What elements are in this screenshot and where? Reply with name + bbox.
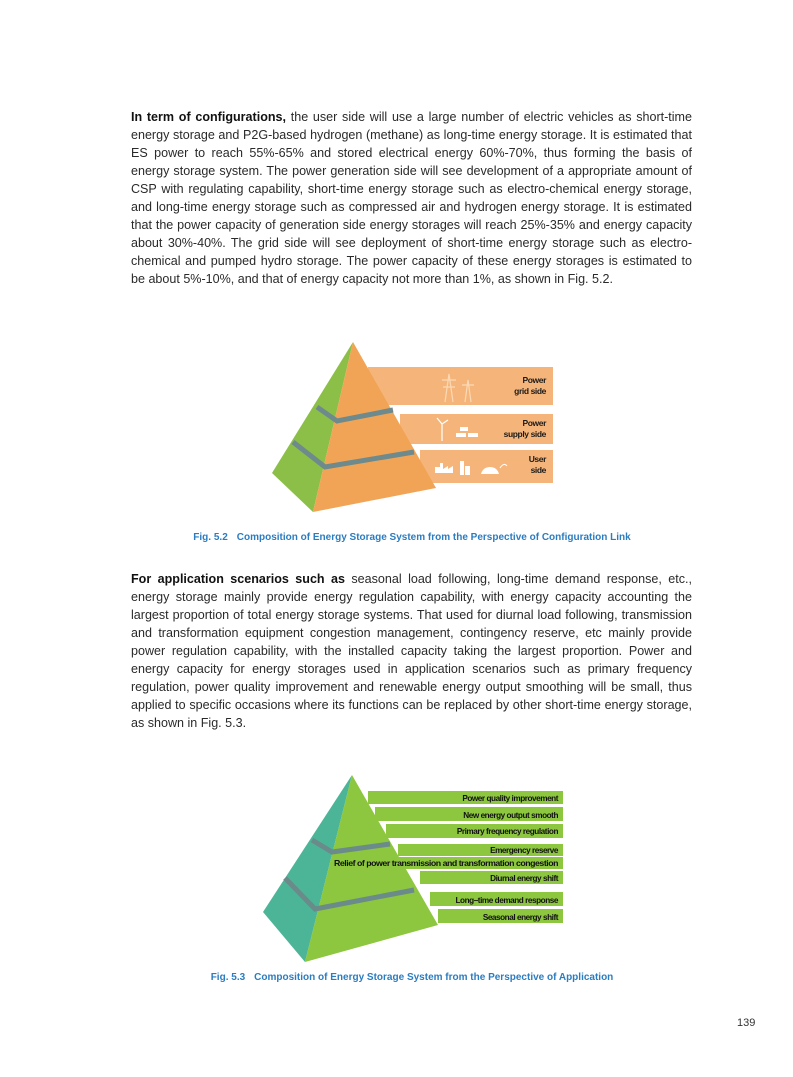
caption-text: Composition of Energy Storage System from the Perspective of Configuration Link [236,532,631,543]
label-diurnal-energy-shift: Diurnal energy shift [490,874,558,883]
label-power-grid-side-line2: grid side [514,386,546,396]
label-emergency-reserve: Emergency reserve [490,846,558,855]
label-power-quality-improvement: Power quality improvement [462,794,558,803]
figure-5-3-caption [0,972,793,983]
caption-number: Fig. 5.2 [193,532,228,543]
label-power-grid-side-line1: Power [522,375,546,385]
caption-number: Fig. 5.3 [210,972,246,983]
figure-5-2-caption [0,532,793,543]
paragraph-lead: In term of configurations, [131,110,286,124]
label-user-side-line2: side [530,465,546,475]
label-long-time-demand-response: Long–time demand response [455,896,558,905]
label-primary-frequency-regulation: Primary frequency regulation [456,827,558,836]
paragraph-body: seasonal load following, long-time demand response, etc., energy storage mainly provide energy regulation capability, with energy capacity accounting the largest proportion of total energy storage systems. That used for diurnal load following, transmission and transformation equipment congestion management, contingency reserve, etc mainly provide power regulation capability, with the installed capacity taking the largest proportion. Power and energy capacity for energy storages used in application scenarios such as primary frequency regulation, power quality improvement and renewable energy output smoothing will be small, thus applied to specific occasions where its functions can be replaced by other short-time energy storage, as shown in Fig. 5.3. [131,572,692,730]
label-relief-congestion: Relief of power transmission and transformation congestion [334,859,559,868]
paragraph-lead: For application scenarios such as [131,572,345,586]
label-new-energy-output-smooth: New energy output smooth [463,811,558,820]
paragraph-application-scenarios [131,570,692,732]
paragraph-body: the user side will use a large number of electric vehicles as short-time energy storage and P2G-based hydrogen (methane) as long-time energy storage. It is estimated that ES power to reach 55%-65% and stored electrical energy 60%-70%, thus forming the basis of energy storage system. The power generation side will see development of a appropriate amount of CSP with regulating capability, short-time energy storage such as electro-chemical energy storage, and long-time energy storage such as compressed air and hydrogen energy storage. It is estimated that the power capacity of generation side energy storages will reach 25%-35% and energy capacity about 30%-40%. The grid side will see deployment of short-time energy storage such as electro-chemical and pumped hydro storage. The power capacity of these energy storages is estimated to be about 5%-10%, and that of energy capacity not more than 1%, as shown in Fig. 5.2. [131,110,692,286]
label-power-supply-side-line2: supply side [503,429,546,439]
page-number: 139 [737,1017,756,1029]
label-user-side-line1: User [528,454,546,464]
label-power-supply-side-line1: Power [522,418,546,428]
label-seasonal-energy-shift: Seasonal energy shift [482,913,558,922]
caption-text: Composition of Energy Storage System from the Perspective of Application [254,972,614,983]
